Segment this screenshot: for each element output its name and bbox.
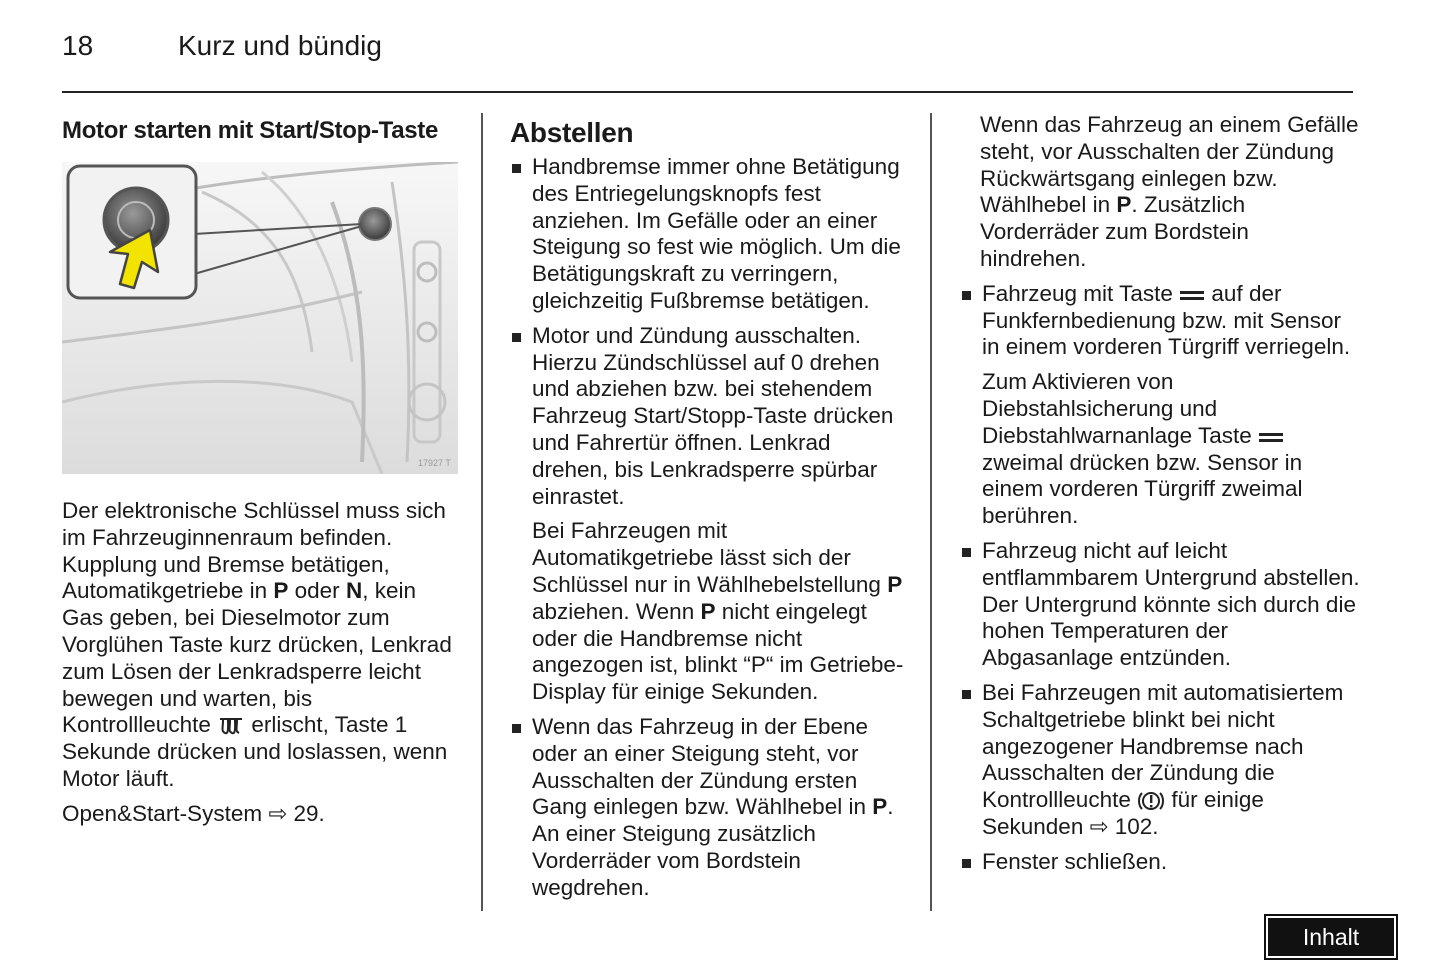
glow-plug-icon (217, 715, 245, 737)
page-reference-link[interactable]: 102. (1114, 813, 1159, 839)
list-item: Fahrzeug mit Taste auf der Funkfernbedienung bzw. mit Sensor in einem vorderen Türgriff verriegeln. (960, 281, 1360, 361)
list-item: Fahrzeug nicht auf leicht entflammbarem Untergrund abstellen. Der Untergrund könnte sich durch die hohen Temperaturen der Abgasanlage entzünden. (960, 538, 1360, 672)
column-divider-1 (481, 113, 483, 911)
column-divider-2 (930, 113, 932, 911)
reference-arrow-icon: ⇨ (1089, 813, 1109, 839)
list-item: Bei Fahrzeugen mit automatisiertem Schaltgetriebe blinkt bei nicht angezogener Handbremse nach Ausschalten der Zündung die Kontrollleuchte für einige Sekunden ⇨ 102. (960, 680, 1360, 841)
open-start-reference: Open&Start-System ⇨ 29. (62, 800, 325, 826)
chapter-title: Kurz und bündig (178, 30, 382, 61)
start-instructions: Der elektronische Schlüssel muss sich im Fahrzeuginnenraum befinden. Kupplung und Bremse betätigen, Automatikgetriebe in P oder N, kein Gas geben, bei Dieselmotor zum Vorglühen Taste kurz drücken, Lenkrad zum Lösen der Lenkradsperre leicht bewegen und warten, bis Kontrollleuchte erlischt, Taste 1 Sekunde drücken und loslassen, wenn Motor läuft. (62, 498, 452, 791)
page-reference-link[interactable]: 29. (293, 800, 325, 826)
page-number: 18 (62, 30, 94, 61)
section-heading-start-stop: Motor starten mit Start/Stop-Taste (62, 117, 439, 144)
continued-paragraph: Wenn das Fahrzeug an einem Gefälle steht, vor Ausschalten der Zündung Rückwärtsgang einlegen bzw. Wählhebel in P. Zusätzlich Vorderräder zum Bordstein hindrehen. (980, 112, 1359, 271)
parking-brake-warning-icon (1137, 789, 1165, 813)
section-heading-abstellen: Abstellen (510, 117, 634, 148)
column-2 (510, 112, 910, 910)
lock-button-icon (1258, 430, 1284, 444)
list-item: Motor und Zündung ausschalten. Hierzu Zündschlüssel auf 0 drehen und abziehen bzw. bei stehendem Fahrzeug Start/Stopp-Taste drücken und Fahrertür öffnen. Lenkrad drehen, bis Lenkradsperre spürbar einrastet. (510, 323, 910, 511)
list-item: Fenster schließen. (960, 849, 1360, 876)
illustration-code: 17927 T (418, 458, 451, 468)
list-item: Handbremse immer ohne Betätigung des Entriegelungsknopfs fest anziehen. Im Gefälle oder an einer Steigung so fest wie möglich. Um die Betätigungskraft zu verringern, gleichzeitig Fußbremse betätigen. (510, 154, 910, 315)
list-item: Wenn das Fahrzeug in der Ebene oder an einer Steigung steht, vor Ausschalten der Zündung ersten Gang einlegen bzw. Wählhebel in P. An einer Steigung zusätzlich Vorderräder vom Bordstein wegdrehen. (510, 714, 910, 902)
list-item-note: Bei Fahrzeugen mit Automatikgetriebe lässt sich der Schlüssel nur in Wählhebelstellung P abziehen. Wenn P nicht eingelegt oder die Handbremse nicht angezogen ist, blinkt “P“ im Getriebe-Display für einige Sekunden. (532, 518, 904, 705)
header-divider (62, 91, 1353, 93)
column-1 (62, 112, 462, 836)
dashboard-illustration (62, 162, 458, 474)
contents-button[interactable]: Inhalt (1264, 914, 1398, 960)
reference-arrow-icon: ⇨ (268, 800, 288, 826)
start-stop-illustration (62, 162, 458, 474)
lock-button-icon (1179, 288, 1205, 302)
list-item-note: Zum Aktivieren von Diebstahlsicherung und Diebstahlwarnanlage Taste zweimal drücken bzw. Sensor in einem vorderen Türgriff zweimal berühren. (982, 369, 1303, 529)
column-3 (960, 112, 1360, 884)
